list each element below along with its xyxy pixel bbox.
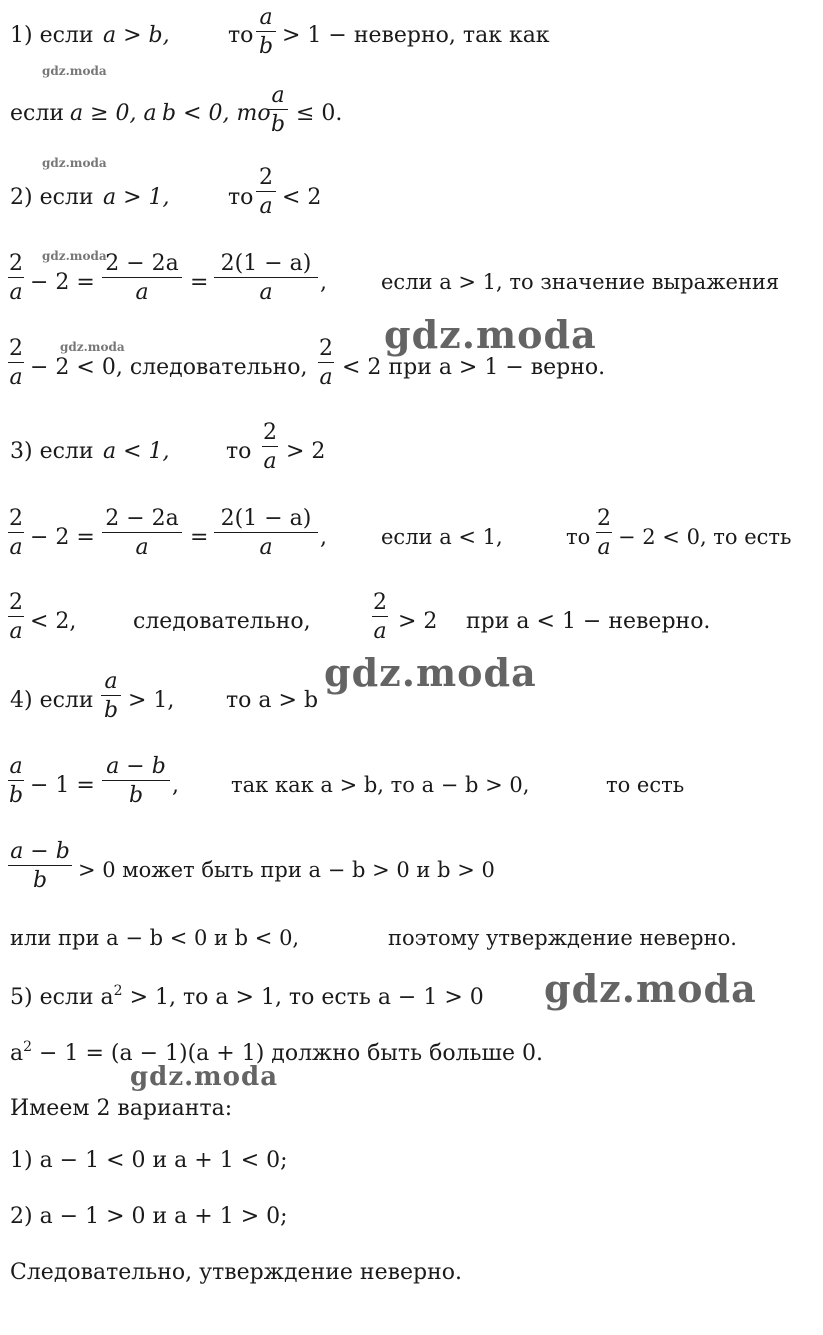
exponent: 2 xyxy=(23,1039,33,1055)
line-13-end: > 1, то a > 1, то есть a − 1 > 0 xyxy=(122,985,484,1010)
line-5-rest: < 2 при a > 1 − верно. xyxy=(342,355,606,380)
fraction-numerator: a xyxy=(104,669,118,694)
fraction-numerator: a xyxy=(259,5,273,30)
line-1-fraction xyxy=(256,6,276,58)
line-10-condition: так как a > b, то a − b > 0, xyxy=(231,773,530,797)
line-3-condition: a > 1, xyxy=(103,185,170,210)
line-1-label: 1) если xyxy=(10,23,94,48)
fraction-numerator: 2 xyxy=(319,336,333,361)
line-4-comma: , xyxy=(320,270,327,295)
fraction-numerator: 2(1 − a) xyxy=(220,506,312,531)
watermark-small: gdz.moda xyxy=(42,249,107,263)
line-1-condition: a > b, xyxy=(103,23,170,48)
watermark-large: gdz.moda xyxy=(384,312,597,357)
fraction-denominator: b xyxy=(258,34,274,60)
line-3-label: 2) если xyxy=(10,185,94,210)
line-5-fraction-1 xyxy=(8,337,24,389)
fraction-denominator: a xyxy=(259,280,273,306)
watermark-large: gdz.moda xyxy=(324,650,537,695)
fraction-numerator: a xyxy=(9,754,23,779)
fraction-numerator: a − b xyxy=(106,754,166,779)
watermark-small: gdz.moda xyxy=(42,156,107,170)
line-6-fraction xyxy=(262,421,278,473)
line-10-fraction-1 xyxy=(8,755,24,807)
fraction-numerator: 2 xyxy=(9,336,23,361)
fraction-denominator: a xyxy=(9,619,23,645)
line-13-text xyxy=(10,984,484,1009)
line-7-fraction-2 xyxy=(102,507,182,559)
line-1-then: то xyxy=(228,23,254,48)
fraction-numerator: a − b xyxy=(10,839,70,864)
line-7-equals: = xyxy=(190,525,209,550)
line-2-cond-a: a ≥ 0, а xyxy=(70,101,157,126)
line-9-then: то a > b xyxy=(226,688,319,713)
line-12-text: или при a − b < 0 и b < 0, xyxy=(10,926,300,950)
fraction-denominator: b xyxy=(32,868,48,894)
line-8-therefore: следовательно, xyxy=(133,609,311,634)
fraction-numerator: 2 xyxy=(597,506,611,531)
line-6-label: 3) если xyxy=(10,439,94,464)
fraction-denominator: a xyxy=(9,365,23,391)
line-7-fraction-3 xyxy=(214,507,318,559)
fraction-numerator: 2 − 2a xyxy=(105,251,179,276)
line-4-fraction-1 xyxy=(8,252,24,304)
fraction-numerator: 2 xyxy=(9,251,23,276)
line-13-start: 5) если a xyxy=(10,985,114,1010)
line-8-fraction-1 xyxy=(8,591,24,643)
line-7-rest: − 2 < 0, то есть xyxy=(618,525,792,549)
line-4-minus: − 2 = xyxy=(30,270,95,295)
line-4-text: если a > 1, то значение выражения xyxy=(381,270,780,294)
watermark-small: gdz.moda xyxy=(42,64,107,78)
fraction-numerator: 2(1 − a) xyxy=(220,251,312,276)
fraction-denominator: a xyxy=(9,535,23,561)
line-10-comma: , xyxy=(172,773,179,798)
line-7-fraction-1 xyxy=(8,507,24,559)
watermark-large: gdz.moda xyxy=(544,966,757,1011)
line-10-minus: − 1 = xyxy=(30,773,95,798)
watermark-small: gdz.moda xyxy=(60,340,125,354)
fraction-denominator: a xyxy=(319,365,333,391)
line-2-label: если xyxy=(10,101,64,126)
line-12-conclusion: поэтому утверждение неверно. xyxy=(388,926,737,950)
line-3-then: то xyxy=(228,185,254,210)
line-4-fraction-3 xyxy=(214,252,318,304)
fraction-denominator: a xyxy=(9,280,23,306)
line-6-then: то xyxy=(226,439,252,464)
line-3-fraction xyxy=(256,166,276,218)
line-4-fraction-2 xyxy=(102,252,182,304)
fraction-numerator: 2 − 2a xyxy=(105,506,179,531)
fraction-denominator: a xyxy=(263,449,277,475)
fraction-denominator: a xyxy=(135,280,149,306)
line-15-text: Имеем 2 варианта: xyxy=(10,1096,233,1121)
line-7-then: то xyxy=(566,525,591,549)
fraction-denominator: a xyxy=(259,194,273,220)
line-5-text: − 2 < 0, следовательно, xyxy=(30,355,308,380)
fraction-numerator: 2 xyxy=(9,590,23,615)
line-6-condition: a < 1, xyxy=(103,439,170,464)
fraction-numerator: 2 xyxy=(373,590,387,615)
line-11-fraction xyxy=(8,840,72,892)
line-11-text: > 0 может быть при a − b > 0 и b > 0 xyxy=(78,858,495,882)
line-3-rest: < 2 xyxy=(282,185,322,210)
fraction-denominator: b xyxy=(103,698,119,724)
fraction-denominator: a xyxy=(259,535,273,561)
line-8-fraction-2 xyxy=(372,591,388,643)
fraction-denominator: b xyxy=(270,112,286,138)
line-18-text: Следовательно, утверждение неверно. xyxy=(10,1260,462,1285)
line-5-fraction-2 xyxy=(318,337,334,389)
line-2-fraction xyxy=(268,84,288,136)
line-1-rest: > 1 − неверно, так как xyxy=(282,23,550,48)
line-4-equals: = xyxy=(190,270,209,295)
line-8-rest: при a < 1 − неверно. xyxy=(466,609,711,634)
line-8-ineq: < 2, xyxy=(30,609,77,634)
line-2-cond-b: b < 0, то xyxy=(162,101,271,126)
exponent: 2 xyxy=(113,983,123,999)
line-10-rest: то есть xyxy=(606,773,685,797)
line-7-minus: − 2 = xyxy=(30,525,95,550)
fraction-denominator: a xyxy=(373,619,387,645)
line-7-comma: , xyxy=(320,525,327,550)
fraction-numerator: 2 xyxy=(259,165,273,190)
fraction-numerator: 2 xyxy=(263,420,277,445)
line-7-fraction-4 xyxy=(596,507,612,559)
line-7-condition: если a < 1, xyxy=(381,525,503,549)
line-14-start: a xyxy=(10,1041,24,1066)
line-10-fraction-2 xyxy=(102,755,170,807)
watermark-medium: gdz.moda xyxy=(130,1062,279,1092)
line-16-text: 1) a − 1 < 0 и a + 1 < 0; xyxy=(10,1148,288,1173)
line-17-text: 2) a − 1 > 0 и a + 1 > 0; xyxy=(10,1204,288,1229)
line-9-label: 4) если xyxy=(10,688,94,713)
fraction-numerator: 2 xyxy=(9,506,23,531)
fraction-denominator: b xyxy=(8,783,24,809)
line-14-end: − 1 = (a − 1)(a + 1) должно быть больше 0. xyxy=(32,1041,543,1066)
line-8-ineq-2: > 2 xyxy=(398,609,438,634)
fraction-denominator: a xyxy=(135,535,149,561)
fraction-denominator: b xyxy=(128,783,144,809)
fraction-denominator: a xyxy=(597,535,611,561)
line-6-rest: > 2 xyxy=(286,439,326,464)
line-2-rest: ≤ 0. xyxy=(296,101,343,126)
line-9-condition: > 1, xyxy=(128,688,175,713)
line-9-fraction xyxy=(101,670,121,722)
fraction-numerator: a xyxy=(271,83,285,108)
